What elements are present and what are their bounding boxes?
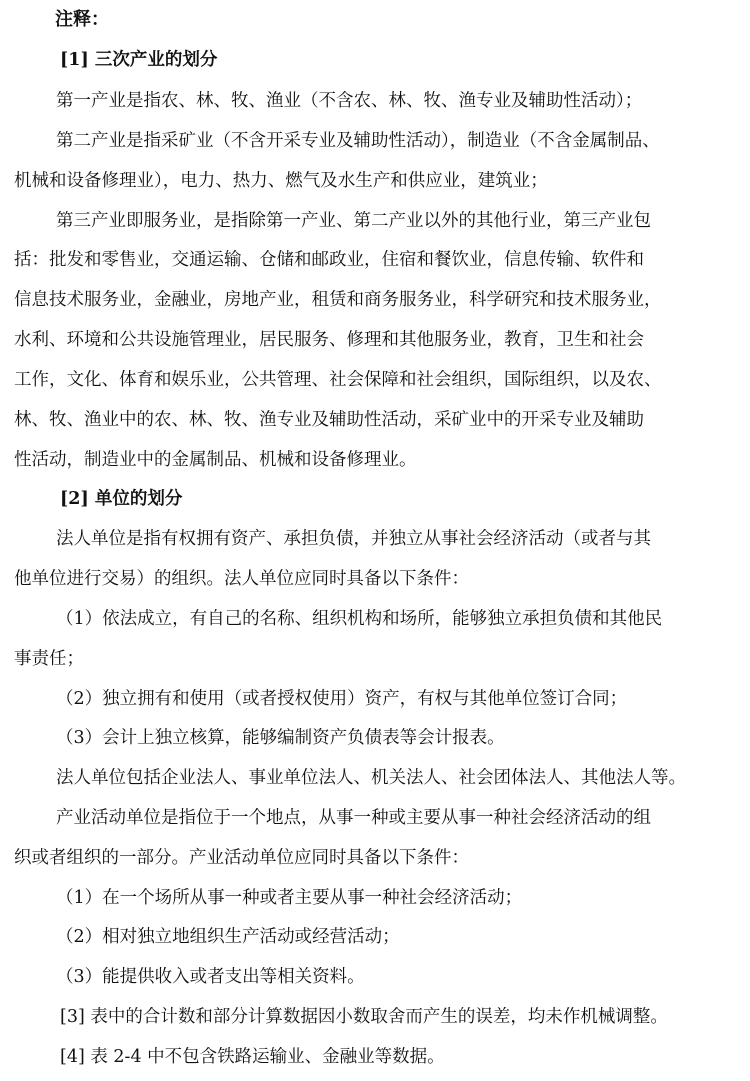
- note-1-tertiary-industry-line-6: 林、牧、渔业中的农、林、牧、渔专业及辅助性活动，采矿业中的开采专业及辅助: [14, 410, 644, 430]
- note-1-primary-industry: 第一产业是指农、林、牧、渔业（不含农、林、牧、渔专业及辅助性活动）；: [56, 91, 643, 111]
- note-2-legal-unit-types: 法人单位包括企业法人、事业单位法人、机关法人、社会团体法人、其他法人等。: [56, 768, 686, 788]
- note-2-activity-condition-2: （2）相对独立地组织生产活动或经营活动；: [56, 927, 400, 947]
- note-1-secondary-industry-line-1: 第二产业是指采矿业（不含开采专业及辅助性活动），制造业（不含金属制品、: [56, 131, 660, 151]
- note-2-activity-unit-line-1: 产业活动单位是指位于一个地点，从事一种或主要从事一种社会经济活动的组: [56, 808, 651, 828]
- note-2-legal-condition-1-line-2: 事责任；: [14, 649, 84, 669]
- note-1-tertiary-industry-line-4: 水利、环境和公共设施管理业，居民服务、修理和其他服务业，教育，卫生和社会: [14, 330, 644, 350]
- note-2-activity-condition-1: （1）在一个场所从事一种或者主要从事一种社会经济活动；: [56, 888, 523, 908]
- note-2-legal-unit-line-2: 他单位进行交易）的组织。法人单位应同时具备以下条件：: [14, 569, 469, 589]
- note-1-secondary-industry-line-2: 机械和设备修理业），电力、热力、燃气及水生产和供应业，建筑业；: [14, 171, 548, 191]
- note-1-tertiary-industry-line-1: 第三产业即服务业，是指除第一产业、第二产业以外的其他行业，第三产业包: [56, 211, 651, 231]
- note-1-tertiary-industry-line-2: 括：批发和零售业，交通运输、仓储和邮政业，住宿和餐饮业，信息传输、软件和: [14, 250, 644, 270]
- note-1-tertiary-industry-line-3: 信息技术服务业，金融业，房地产业，租赁和商务服务业，科学研究和技术服务业，: [14, 290, 662, 310]
- note-3: [3] 表中的合计数和部分计算数据因小数取舍而产生的误差，均未作机械调整。: [60, 1007, 668, 1027]
- note-1-heading: [1] 三次产业的划分: [60, 50, 218, 70]
- note-1-tertiary-industry-line-5: 工作，文化、体育和娱乐业，公共管理、社会保障和社会组织，国际组织，以及农、: [14, 370, 662, 390]
- note-2-heading: [2] 单位的划分: [60, 489, 183, 509]
- note-2-legal-condition-3: （3）会计上独立核算，能够编制资产负债表等会计报表。: [56, 728, 505, 748]
- notes-title: 注释：: [55, 9, 109, 30]
- note-2-legal-condition-2: （2）独立拥有和使用（或者授权使用）资产，有权与其他单位签订合同；: [56, 689, 628, 709]
- note-2-activity-unit-line-2: 织或者组织的一部分。产业活动单位应同时具备以下条件：: [14, 848, 469, 868]
- note-2-activity-condition-3: （3）能提供收入或者支出等相关资料。: [56, 967, 365, 987]
- note-1-tertiary-industry-line-7: 性活动，制造业中的金属制品、机械和设备修理业。: [14, 450, 417, 470]
- note-2-legal-unit-line-1: 法人单位是指有权拥有资产、承担负债，并独立从事社会经济活动（或者与其: [56, 529, 651, 549]
- note-4: [4] 表 2-4 中不包含铁路运输业、金融业等数据。: [60, 1047, 445, 1067]
- note-2-legal-condition-1-line-1: （1）依法成立，有自己的名称、组织机构和场所，能够独立承担负债和其他民: [56, 609, 663, 629]
